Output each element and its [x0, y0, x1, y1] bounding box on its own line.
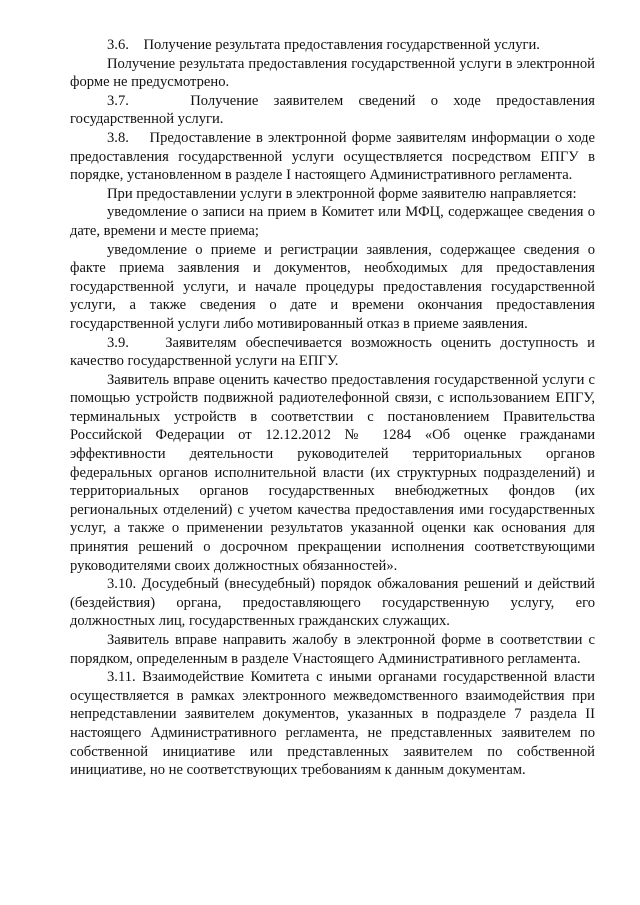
paragraph-notification-appointment: уведомление о записи на прием в Комитет или МФЦ, содержащее сведения о дате, времени и месте приема; — [70, 204, 595, 239]
paragraph-notification-registration: уведомление о приеме и регистрации заявления, содержащее сведения о факте приема заявления и документов, необходимых для предоставления государственной услуги, и начале процедуры предоставления государственной услуги, а также сведения о дате и времени окончания предоставления государственной услуги либо мотивированный отказ в приеме заявления. — [70, 241, 595, 332]
paragraph-3-6-text: Получение результата предоставления государственной услуги в электронной форме не предусмотрено. — [70, 55, 595, 91]
paragraph-3-11: 3.11. Взаимодействие Комитета с иными органами государственной власти осуществляется в рамках электронного межведомственного взаимодействия при непредставлении заявителем документов, указанных в подразделе 7 раздела II настоящего Административного регламента, не представленных заявителем по собственной инициативе или представленных заявителем по собственной инициативе, но не соответствующих требованиям к данным документам. — [70, 669, 595, 779]
paragraph-3-7-heading: 3.7. Получение заявителем сведений о ходе предоставления государственной услуги. — [70, 92, 595, 128]
paragraph-quality-assessment: Заявитель вправе оценить качество предоставления государственной услуги с помощью устройств подвижной радиотелефонной связи, с использованием ЕПГУ, терминальных устройств в соответствии с постановлением Правительства Российской Федерации от 12.12.2012 № 1284 «Об оценке гражданами эффективности деятельности руководителей территориальных органов федеральных органов исполнительной власти (их структурных подразделений) и территориальных органов государственных внебюджетных фондов (их региональных отделений) с учетом качества предоставления ими государственных услуг, а также о применении результатов указанной оценки как основания для принятия решений о досрочном прекращении исполнения соответствующими руководителями своих должностных обязанностей». — [70, 371, 595, 574]
paragraph-3-10: 3.10. Досудебный (внесудебный) порядок обжалования решений и действий (бездействия) органа, предоставляющего государственную услугу, его должностных лиц, государственных гражданских служащих. — [70, 576, 595, 630]
paragraph-3-9: 3.9. Заявителям обеспечивается возможность оценить доступность и качество государственной услуги на ЕПГУ. — [70, 334, 595, 370]
document-body — [70, 36, 595, 780]
paragraph-3-6-heading: 3.6. Получение результата предоставления государственной услуги. — [107, 37, 540, 53]
paragraph-3-8: 3.8. Предоставление в электронной форме заявителям информации о ходе предоставления государственной услуги осуществляется посредством ЕПГУ в порядке, установленном в разделе I настоящего Административного регламента. — [70, 129, 595, 184]
paragraph-notifications-intro: При предоставлении услуги в электронной форме заявителю направляется: — [107, 185, 577, 202]
paragraph-complaint: Заявитель вправе направить жалобу в электронной форме в соответствии с порядком, определенным в разделе Vнастоящего Административного регламента. — [70, 632, 595, 667]
